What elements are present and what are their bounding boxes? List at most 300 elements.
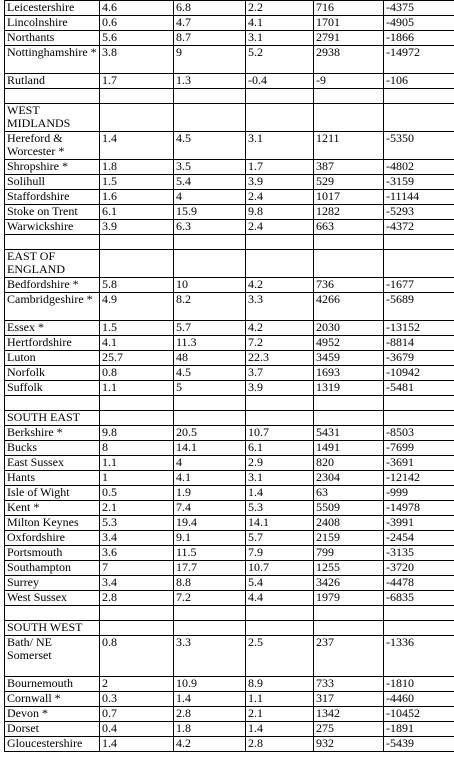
- value-cell-4: 1979: [314, 591, 384, 606]
- empty-cell: [314, 411, 384, 426]
- empty-cell: [100, 89, 174, 104]
- empty-cell: [384, 89, 454, 104]
- value-cell-5: -4460: [384, 692, 454, 707]
- value-cell-3: 1.7: [246, 160, 314, 175]
- value-cell-1: 5.3: [100, 516, 174, 531]
- value-cell-5: -5689: [384, 293, 454, 321]
- value-cell-1: 4.1: [100, 336, 174, 351]
- empty-cell: [174, 104, 246, 132]
- value-cell-1: 0.6: [100, 16, 174, 31]
- value-cell-3: 5.2: [246, 46, 314, 74]
- value-cell-3: 2.9: [246, 456, 314, 471]
- value-cell-5: -1891: [384, 722, 454, 737]
- value-cell-2: 9: [174, 46, 246, 74]
- table-row: [5, 205, 454, 220]
- region-label: SOUTH WEST: [5, 621, 100, 636]
- value-cell-2: 11.3: [174, 336, 246, 351]
- value-cell-3: 5.4: [246, 576, 314, 591]
- blank-row: [5, 235, 454, 250]
- empty-cell: [5, 89, 100, 104]
- value-cell-4: 5431: [314, 426, 384, 441]
- table-row: [5, 31, 454, 46]
- empty-cell: [5, 606, 100, 621]
- area-name-cell: Essex *: [5, 321, 100, 336]
- value-cell-2: 4: [174, 456, 246, 471]
- value-cell-3: 3.7: [246, 366, 314, 381]
- value-cell-4: 2408: [314, 516, 384, 531]
- area-name-cell: Rutland: [5, 74, 100, 89]
- area-name-cell: Hants: [5, 471, 100, 486]
- area-name-cell: Cambridgeshire *: [5, 293, 100, 321]
- table-row: [5, 636, 454, 677]
- region-header-row: [5, 621, 454, 636]
- value-cell-3: 7.9: [246, 546, 314, 561]
- empty-cell: [246, 411, 314, 426]
- table-row: [5, 1, 454, 16]
- value-cell-2: 1.8: [174, 722, 246, 737]
- empty-cell: [100, 250, 174, 278]
- value-cell-1: 3.4: [100, 531, 174, 546]
- value-cell-3: 3.1: [246, 31, 314, 46]
- value-cell-4: 733: [314, 677, 384, 692]
- value-cell-2: 48: [174, 351, 246, 366]
- value-cell-1: 2.1: [100, 501, 174, 516]
- value-cell-2: 7.4: [174, 501, 246, 516]
- value-cell-5: -5293: [384, 205, 454, 220]
- area-name-cell: Warwickshire: [5, 220, 100, 235]
- value-cell-2: 19.4: [174, 516, 246, 531]
- area-name-cell: Shropshire *: [5, 160, 100, 175]
- table-row: [5, 132, 454, 160]
- value-cell-1: 4.9: [100, 293, 174, 321]
- value-cell-3: 14.1: [246, 516, 314, 531]
- area-name-cell: Luton: [5, 351, 100, 366]
- empty-cell: [384, 104, 454, 132]
- value-cell-3: 5.3: [246, 501, 314, 516]
- value-cell-1: 1.5: [100, 321, 174, 336]
- value-cell-5: -14972: [384, 46, 454, 74]
- value-cell-3: 1.4: [246, 722, 314, 737]
- region-header-row: [5, 411, 454, 426]
- empty-cell: [314, 606, 384, 621]
- value-cell-4: 63: [314, 486, 384, 501]
- value-cell-3: 4.2: [246, 278, 314, 293]
- value-cell-1: 0.3: [100, 692, 174, 707]
- value-cell-1: 1.4: [100, 132, 174, 160]
- empty-cell: [174, 250, 246, 278]
- value-cell-3: 6.1: [246, 441, 314, 456]
- value-cell-3: 2.8: [246, 737, 314, 752]
- value-cell-2: 4.2: [174, 737, 246, 752]
- value-cell-2: 8.8: [174, 576, 246, 591]
- empty-cell: [246, 89, 314, 104]
- value-cell-3: 4.1: [246, 16, 314, 31]
- value-cell-5: -5481: [384, 381, 454, 396]
- value-cell-2: 10: [174, 278, 246, 293]
- area-name-cell: Northants: [5, 31, 100, 46]
- blank-row: [5, 396, 454, 411]
- value-cell-5: -12142: [384, 471, 454, 486]
- empty-cell: [314, 104, 384, 132]
- value-cell-1: 3.6: [100, 546, 174, 561]
- value-cell-5: -1677: [384, 278, 454, 293]
- area-name-cell: Berkshire *: [5, 426, 100, 441]
- table-row: [5, 366, 454, 381]
- value-cell-4: 1017: [314, 190, 384, 205]
- empty-cell: [384, 411, 454, 426]
- table-row: [5, 561, 454, 576]
- table-row: [5, 501, 454, 516]
- empty-cell: [100, 606, 174, 621]
- empty-cell: [384, 235, 454, 250]
- value-cell-5: -999: [384, 486, 454, 501]
- value-cell-3: 4.2: [246, 321, 314, 336]
- value-cell-1: 3.4: [100, 576, 174, 591]
- area-name-cell: Oxfordshire: [5, 531, 100, 546]
- area-name-cell: Gloucestershire: [5, 737, 100, 752]
- value-cell-4: 4952: [314, 336, 384, 351]
- value-cell-5: -3691: [384, 456, 454, 471]
- value-cell-1: 0.8: [100, 366, 174, 381]
- empty-cell: [384, 621, 454, 636]
- table-row: [5, 351, 454, 366]
- value-cell-1: 1.5: [100, 175, 174, 190]
- region-header-row: [5, 250, 454, 278]
- empty-cell: [384, 606, 454, 621]
- empty-cell: [174, 606, 246, 621]
- empty-cell: [174, 235, 246, 250]
- empty-cell: [100, 621, 174, 636]
- value-cell-5: -10942: [384, 366, 454, 381]
- value-cell-4: 529: [314, 175, 384, 190]
- value-cell-2: 8.7: [174, 31, 246, 46]
- value-cell-1: 1.4: [100, 737, 174, 752]
- table-row: [5, 516, 454, 531]
- table-row: [5, 471, 454, 486]
- value-cell-2: 3.3: [174, 636, 246, 677]
- empty-cell: [246, 606, 314, 621]
- empty-cell: [174, 411, 246, 426]
- table-row: [5, 692, 454, 707]
- table-row: [5, 576, 454, 591]
- value-cell-2: 6.8: [174, 1, 246, 16]
- value-cell-3: 4.4: [246, 591, 314, 606]
- value-cell-5: -3135: [384, 546, 454, 561]
- value-cell-3: 2.5: [246, 636, 314, 677]
- value-cell-2: 1.4: [174, 692, 246, 707]
- value-cell-1: 6.1: [100, 205, 174, 220]
- value-cell-1: 1.7: [100, 74, 174, 89]
- value-cell-1: 1.6: [100, 190, 174, 205]
- area-name-cell: Dorset: [5, 722, 100, 737]
- value-cell-5: -5439: [384, 737, 454, 752]
- empty-cell: [5, 235, 100, 250]
- value-cell-5: -1336: [384, 636, 454, 677]
- value-cell-5: -6835: [384, 591, 454, 606]
- value-cell-1: 7: [100, 561, 174, 576]
- value-cell-5: -14978: [384, 501, 454, 516]
- area-name-cell: Bath/ NE Somerset: [5, 636, 100, 677]
- value-cell-2: 3.5: [174, 160, 246, 175]
- table-row: [5, 293, 454, 321]
- value-cell-3: 9.8: [246, 205, 314, 220]
- value-cell-2: 10.9: [174, 677, 246, 692]
- empty-cell: [314, 235, 384, 250]
- value-cell-5: -7699: [384, 441, 454, 456]
- value-cell-4: 1255: [314, 561, 384, 576]
- table-row: [5, 737, 454, 752]
- table-row: [5, 426, 454, 441]
- value-cell-1: 0.5: [100, 486, 174, 501]
- value-cell-2: 20.5: [174, 426, 246, 441]
- value-cell-1: 1: [100, 471, 174, 486]
- value-cell-5: -5350: [384, 132, 454, 160]
- value-cell-1: 9.8: [100, 426, 174, 441]
- value-cell-4: 1282: [314, 205, 384, 220]
- area-name-cell: Portsmouth: [5, 546, 100, 561]
- empty-cell: [246, 250, 314, 278]
- value-cell-1: 3.8: [100, 46, 174, 74]
- value-cell-4: -9: [314, 74, 384, 89]
- value-cell-3: 1.1: [246, 692, 314, 707]
- value-cell-3: 3.9: [246, 175, 314, 190]
- value-cell-5: -4905: [384, 16, 454, 31]
- value-cell-3: 2.1: [246, 707, 314, 722]
- value-cell-5: -4802: [384, 160, 454, 175]
- table-row: [5, 486, 454, 501]
- value-cell-5: -1810: [384, 677, 454, 692]
- value-cell-5: -13152: [384, 321, 454, 336]
- value-cell-2: 8.2: [174, 293, 246, 321]
- value-cell-5: -2454: [384, 531, 454, 546]
- value-cell-1: 0.8: [100, 636, 174, 677]
- value-cell-4: 1491: [314, 441, 384, 456]
- value-cell-3: 2.4: [246, 220, 314, 235]
- value-cell-4: 1319: [314, 381, 384, 396]
- value-cell-3: 1.4: [246, 486, 314, 501]
- area-name-cell: Bedfordshire *: [5, 278, 100, 293]
- area-name-cell: Leicestershire: [5, 1, 100, 16]
- value-cell-4: 2159: [314, 531, 384, 546]
- value-cell-1: 5.6: [100, 31, 174, 46]
- region-header-row: [5, 104, 454, 132]
- value-cell-3: 5.7: [246, 531, 314, 546]
- value-cell-3: 10.7: [246, 426, 314, 441]
- value-cell-4: 2030: [314, 321, 384, 336]
- value-cell-3: 3.1: [246, 471, 314, 486]
- value-cell-2: 5.4: [174, 175, 246, 190]
- area-name-cell: East Sussex: [5, 456, 100, 471]
- value-cell-4: 2304: [314, 471, 384, 486]
- region-label: WEST MIDLANDS: [5, 104, 100, 132]
- value-cell-1: 4.6: [100, 1, 174, 16]
- empty-cell: [246, 396, 314, 411]
- value-cell-5: -3991: [384, 516, 454, 531]
- empty-cell: [100, 235, 174, 250]
- empty-cell: [100, 104, 174, 132]
- value-cell-5: -10452: [384, 707, 454, 722]
- table-row: [5, 175, 454, 190]
- value-cell-2: 6.3: [174, 220, 246, 235]
- value-cell-1: 2: [100, 677, 174, 692]
- table-row: [5, 381, 454, 396]
- value-cell-5: -8503: [384, 426, 454, 441]
- value-cell-2: 17.7: [174, 561, 246, 576]
- table-row: [5, 531, 454, 546]
- table-row: [5, 456, 454, 471]
- value-cell-2: 4.1: [174, 471, 246, 486]
- empty-cell: [314, 396, 384, 411]
- empty-cell: [174, 621, 246, 636]
- area-name-cell: Milton Keynes: [5, 516, 100, 531]
- value-cell-2: 9.1: [174, 531, 246, 546]
- value-cell-4: 5509: [314, 501, 384, 516]
- table-row: [5, 722, 454, 737]
- table-row: [5, 278, 454, 293]
- value-cell-1: 25.7: [100, 351, 174, 366]
- table-row: [5, 441, 454, 456]
- value-cell-5: -11144: [384, 190, 454, 205]
- value-cell-4: 1342: [314, 707, 384, 722]
- value-cell-2: 1.9: [174, 486, 246, 501]
- table-row: [5, 336, 454, 351]
- table-row: [5, 707, 454, 722]
- value-cell-1: 8: [100, 441, 174, 456]
- value-cell-3: 3.3: [246, 293, 314, 321]
- value-cell-4: 3459: [314, 351, 384, 366]
- value-cell-3: 2.4: [246, 190, 314, 205]
- area-name-cell: Surrey: [5, 576, 100, 591]
- blank-row: [5, 89, 454, 104]
- value-cell-1: 1.1: [100, 456, 174, 471]
- empty-cell: [100, 396, 174, 411]
- value-cell-5: -106: [384, 74, 454, 89]
- value-cell-2: 4.5: [174, 132, 246, 160]
- empty-cell: [246, 104, 314, 132]
- value-cell-4: 736: [314, 278, 384, 293]
- population-table: [4, 0, 454, 752]
- value-cell-4: 387: [314, 160, 384, 175]
- value-cell-4: 820: [314, 456, 384, 471]
- empty-cell: [314, 250, 384, 278]
- value-cell-5: -4372: [384, 220, 454, 235]
- area-name-cell: Suffolk: [5, 381, 100, 396]
- value-cell-4: 4266: [314, 293, 384, 321]
- value-cell-2: 4.5: [174, 366, 246, 381]
- area-name-cell: Kent *: [5, 501, 100, 516]
- empty-cell: [384, 396, 454, 411]
- value-cell-4: 317: [314, 692, 384, 707]
- area-name-cell: Hertfordshire: [5, 336, 100, 351]
- table-row: [5, 16, 454, 31]
- value-cell-3: 8.9: [246, 677, 314, 692]
- area-name-cell: Staffordshire: [5, 190, 100, 205]
- empty-cell: [100, 411, 174, 426]
- value-cell-3: 3.1: [246, 132, 314, 160]
- value-cell-5: -4375: [384, 1, 454, 16]
- value-cell-2: 5.7: [174, 321, 246, 336]
- area-name-cell: Bucks: [5, 441, 100, 456]
- empty-cell: [174, 396, 246, 411]
- area-name-cell: West Sussex: [5, 591, 100, 606]
- area-name-cell: Norfolk: [5, 366, 100, 381]
- value-cell-4: 1693: [314, 366, 384, 381]
- value-cell-5: -1866: [384, 31, 454, 46]
- value-cell-2: 11.5: [174, 546, 246, 561]
- value-cell-1: 0.4: [100, 722, 174, 737]
- value-cell-4: 2791: [314, 31, 384, 46]
- value-cell-2: 15.9: [174, 205, 246, 220]
- value-cell-2: 2.8: [174, 707, 246, 722]
- value-cell-2: 1.3: [174, 74, 246, 89]
- value-cell-3: 7.2: [246, 336, 314, 351]
- table-row: [5, 46, 454, 74]
- value-cell-4: 1701: [314, 16, 384, 31]
- value-cell-4: 932: [314, 737, 384, 752]
- area-name-cell: Southampton: [5, 561, 100, 576]
- value-cell-3: -0.4: [246, 74, 314, 89]
- value-cell-1: 5.8: [100, 278, 174, 293]
- table-body: [5, 1, 454, 752]
- value-cell-1: 1.8: [100, 160, 174, 175]
- value-cell-3: 3.9: [246, 381, 314, 396]
- value-cell-5: -8814: [384, 336, 454, 351]
- table-row: [5, 74, 454, 89]
- area-name-cell: Nottinghamshire *: [5, 46, 100, 74]
- table-row: [5, 677, 454, 692]
- empty-cell: [5, 396, 100, 411]
- table-row: [5, 190, 454, 205]
- area-name-cell: Hereford & Worcester *: [5, 132, 100, 160]
- area-name-cell: Stoke on Trent: [5, 205, 100, 220]
- region-label: SOUTH EAST: [5, 411, 100, 426]
- value-cell-5: -3720: [384, 561, 454, 576]
- value-cell-3: 22.3: [246, 351, 314, 366]
- value-cell-4: 3426: [314, 576, 384, 591]
- area-name-cell: Cornwall *: [5, 692, 100, 707]
- table-row: [5, 546, 454, 561]
- area-name-cell: Isle of Wight: [5, 486, 100, 501]
- area-name-cell: Devon *: [5, 707, 100, 722]
- table-row: [5, 160, 454, 175]
- value-cell-2: 5: [174, 381, 246, 396]
- value-cell-1: 3.9: [100, 220, 174, 235]
- value-cell-2: 14.1: [174, 441, 246, 456]
- value-cell-4: 799: [314, 546, 384, 561]
- value-cell-5: -4478: [384, 576, 454, 591]
- table-row: [5, 220, 454, 235]
- value-cell-4: 1211: [314, 132, 384, 160]
- value-cell-3: 2.2: [246, 1, 314, 16]
- value-cell-1: 2.8: [100, 591, 174, 606]
- value-cell-4: 2938: [314, 46, 384, 74]
- empty-cell: [384, 250, 454, 278]
- value-cell-1: 1.1: [100, 381, 174, 396]
- value-cell-4: 237: [314, 636, 384, 677]
- value-cell-4: 275: [314, 722, 384, 737]
- empty-cell: [314, 621, 384, 636]
- table-row: [5, 321, 454, 336]
- empty-cell: [246, 621, 314, 636]
- empty-cell: [246, 235, 314, 250]
- area-name-cell: Bournemouth: [5, 677, 100, 692]
- region-label: EAST OF ENGLAND: [5, 250, 100, 278]
- value-cell-5: -3159: [384, 175, 454, 190]
- table-row: [5, 591, 454, 606]
- blank-row: [5, 606, 454, 621]
- value-cell-3: 10.7: [246, 561, 314, 576]
- value-cell-2: 7.2: [174, 591, 246, 606]
